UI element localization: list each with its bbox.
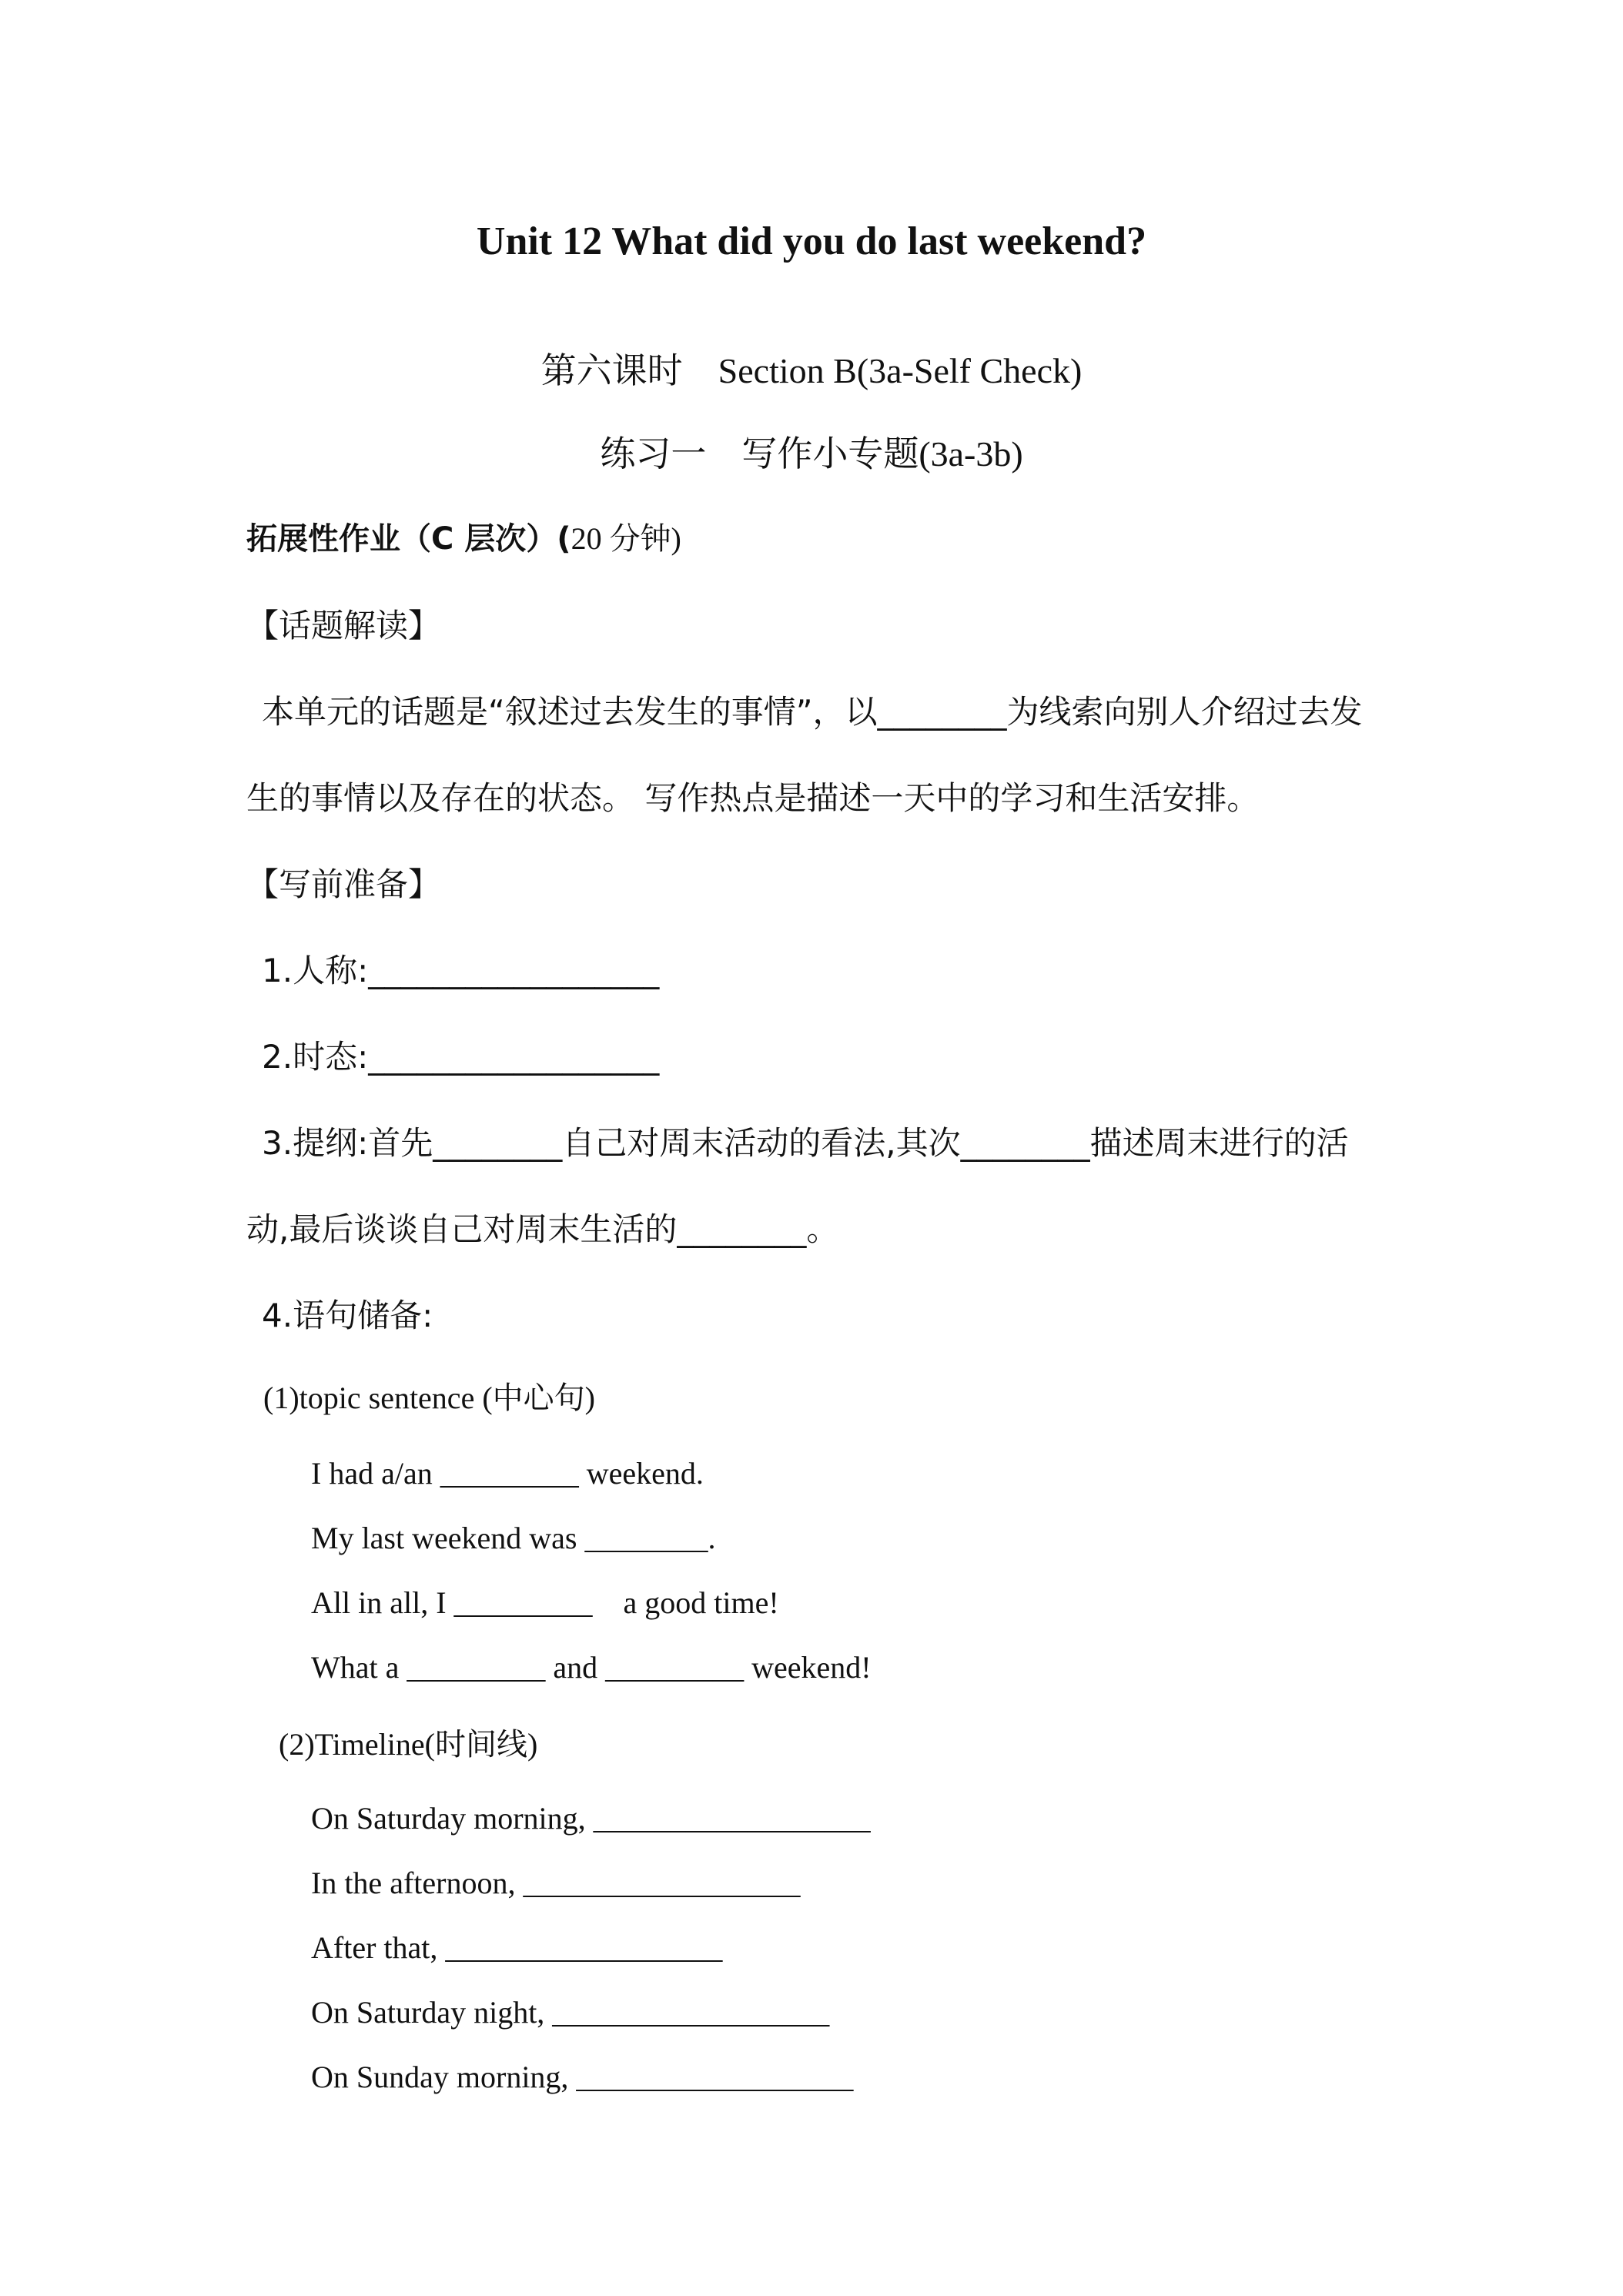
assignment-level: 拓展性作业（C 层次）(	[246, 521, 571, 557]
exercise-range: (3a-3b)	[919, 434, 1023, 474]
topic-sentence-item: I had a/an _________ weekend.	[311, 1456, 704, 1491]
prep-outline-line1: 3.提纲:首先________自己对周末活动的看法,其次________描述周末进行的活	[262, 1124, 1349, 1162]
prep-sentences: 4.语句储备:	[262, 1297, 433, 1334]
topic-paragraph-line1: 本单元的话题是“叙述过去发生的事情”，以________为线索向别人介绍过去发	[262, 693, 1363, 731]
topic-sentence-item: What a _________ and _________ weekend!	[311, 1650, 872, 1685]
lesson-section: Section B(3a-Self Check)	[718, 351, 1083, 390]
topic-sentence-item: My last weekend was ________.	[311, 1521, 716, 1555]
timeline-item: On Saturday morning, __________________	[311, 1801, 871, 1836]
assignment-time: 20 分钟)	[571, 521, 681, 556]
timeline-item: After that, __________________	[311, 1930, 723, 1965]
assignment-label	[246, 521, 681, 557]
timeline-item: In the afternoon, __________________	[311, 1866, 801, 1900]
exercise-subtitle	[0, 433, 1623, 474]
section-topic-heading: 【话题解读】	[246, 607, 441, 644]
timeline-heading: (2)Timeline(时间线)	[279, 1727, 538, 1762]
topic-sentence-heading: (1)topic sentence (中心句)	[263, 1381, 595, 1415]
prep-person: 1.人称:__________________	[262, 952, 660, 989]
prep-outline-line2: 动,最后谈谈自己对周末生活的________。	[246, 1210, 839, 1248]
section-prep-heading: 【写前准备】	[246, 865, 441, 903]
timeline-item: On Sunday morning, __________________	[311, 2060, 854, 2094]
lesson-subtitle	[0, 350, 1623, 391]
prep-tense: 2.时态:__________________	[262, 1038, 660, 1076]
lesson-number: 第六课时	[540, 350, 683, 391]
exercise-name: 练习一 写作小专题	[600, 433, 919, 474]
topic-paragraph-line2: 生的事情以及存在的状态。 写作热点是描述一天中的学习和生活安排。	[246, 779, 1260, 817]
page-title: Unit 12 What did you do last weekend?	[476, 219, 1147, 263]
timeline-item: On Saturday night, __________________	[311, 1995, 830, 2030]
topic-sentence-item: All in all, I _________ a good time!	[311, 1585, 779, 1620]
